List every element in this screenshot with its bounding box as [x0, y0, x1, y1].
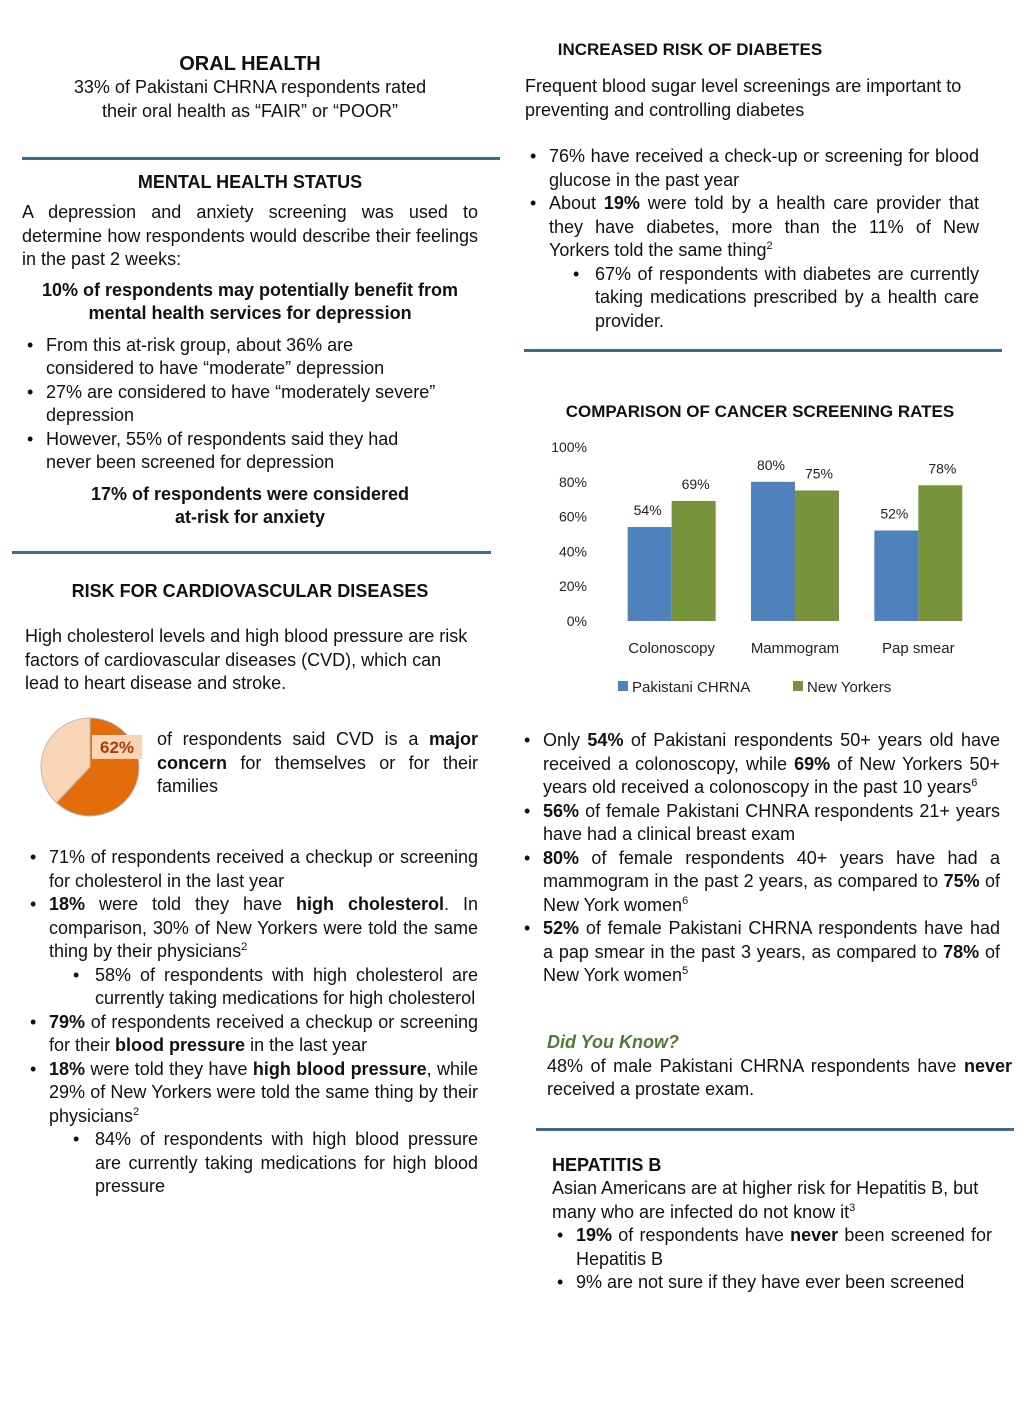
cancer-bullets [519, 729, 1000, 988]
mental-bullet: • 27% are considered to have “moderately severe” depression [22, 381, 478, 428]
x-tick-label: Colonoscopy [628, 640, 716, 657]
data-label: 52% [880, 505, 909, 522]
mental-highlight-anxiety-line-2: at-risk for anxiety [174, 507, 326, 527]
hepatitis-intro-text: Asian Americans are at higher risk for Hepatitis B, but many who are infected do not know it [552, 1178, 979, 1222]
diabetes-bullet [525, 192, 979, 263]
cvd-bullet: • 71% of respondents received a checkup or screening for cholesterol in the last year [25, 846, 478, 893]
cvd-sub-bullet: • 58% of respondents with high cholesterol are currently taking medications for high cholesterol [25, 964, 478, 1011]
cvd-bullet [25, 893, 478, 964]
mental-highlight-depression-line-2: mental health services for depression [88, 303, 412, 323]
bar [672, 501, 716, 621]
mental-health-title: MENTAL HEALTH STATUS [137, 172, 363, 192]
cancer-b4-pct: 52% [543, 918, 580, 938]
cancer-b4-b: of New York women [543, 941, 1000, 985]
cancer-b2-pct: 56% [543, 800, 580, 821]
bar [874, 531, 918, 621]
y-tick-label: 20% [558, 578, 587, 595]
cancer-b1-sup: 6 [971, 777, 978, 789]
cancer-b3-a: of female respondents 40+ years have had a mammogram in the past 2 years, as compared to [543, 847, 1000, 891]
cvd-b4-sup: 2 [133, 1105, 140, 1118]
diabetes-b2-a: About [549, 193, 604, 213]
y-tick-label: 60% [558, 508, 587, 525]
cvd-b2-bold: high cholesterol [296, 894, 444, 914]
cancer-b4-a: of female Pakistani CHRNA respondents have had a pap smear in the past 3 years, as compared to [543, 918, 1000, 962]
cancer-bullet [519, 729, 1000, 800]
y-tick-label: 100% [551, 439, 587, 455]
cancer-bar-chart [520, 430, 1000, 710]
legend-swatch [793, 681, 803, 691]
hepatitis-bullet [552, 1224, 992, 1271]
cvd-b3-pct: 79% [49, 1011, 86, 1032]
cvd-b3-b: in the last year [245, 1035, 368, 1055]
divider-mental [12, 551, 491, 554]
cancer-b3-pct2: 75% [943, 871, 980, 891]
diabetes-sub-bullet: • 67% of respondents with diabetes are currently taking medications prescribed by a health care provider. [525, 263, 979, 334]
diabetes-intro: Frequent blood sugar level screenings are important to preventing and controlling diabetes [525, 76, 962, 120]
hep-b1-bold: never [790, 1225, 839, 1245]
x-tick-label: Pap smear [882, 640, 955, 657]
oral-health-line-2: their oral health as “FAIR” or “POOR” [101, 100, 399, 121]
cvd-b2-a: were told they have [85, 894, 296, 914]
did-text-a: 48% of male Pakistani CHRNA respondents have [547, 1055, 964, 1076]
diabetes-b2-b: were told by a health care provider that they have diabetes, more than the 11% of New Yorkers told the same thing [549, 193, 979, 260]
mental-health-section [22, 170, 478, 530]
cvd-pie-chart [34, 716, 146, 818]
bar [918, 485, 962, 621]
cancer-bullet [519, 917, 1000, 988]
cancer-b1-b: of Pakistani respondents 50+ years old have received a colonoscopy, while [543, 730, 1000, 774]
cancer-b1-c: of New Yorkers 50+ years old received a colonoscopy in the past 10 years [543, 753, 1000, 797]
legend-label: Pakistani CHRNA [632, 679, 751, 696]
cvd-bullet [25, 1011, 478, 1058]
bar [751, 482, 795, 621]
cvd-b3-a: of respondents received a checkup or screening for their [49, 1011, 478, 1055]
did-you-know-title: Did You Know? [547, 1032, 679, 1052]
cvd-b2-pct: 18% [49, 894, 86, 914]
hep-b1-a: of respondents have [612, 1225, 791, 1245]
oral-health-section [20, 52, 480, 123]
hepatitis-bullets [552, 1224, 992, 1295]
mental-highlight-anxiety-line-1: 17% of respondents were considered [90, 483, 410, 504]
cancer-bullet [519, 847, 1000, 918]
x-tick-label: Mammogram [750, 640, 840, 657]
hepatitis-intro [552, 1177, 992, 1224]
hepatitis-title: HEPATITIS B [552, 1155, 662, 1175]
diabetes-bullets [525, 145, 979, 333]
divider-cancer [536, 1128, 1014, 1131]
cvd-intro: High cholesterol levels and high blood pressure are risk factors of cardiovascular diseases (CVD), which can lead to heart disease and stroke. [25, 626, 468, 693]
cvd-b4-a: were told they have [85, 1058, 253, 1079]
diabetes-b2-sup: 2 [766, 240, 773, 252]
did-text-b: received a prostate exam. [547, 1079, 755, 1099]
cvd-sub-bullet: • 84% of respondents with high blood pressure are currently taking medications for high blood pressure [25, 1128, 478, 1199]
data-label: 75% [804, 465, 834, 482]
oral-health-line-1: 33% of Pakistani CHRNA respondents rated [73, 77, 427, 97]
y-tick-label: 40% [558, 543, 587, 560]
cvd-b3-bold: blood pressure [115, 1035, 246, 1055]
pie-label: 62% [99, 738, 135, 757]
did-you-know [547, 1031, 1012, 1102]
cancer-b1-a: Only [543, 730, 588, 750]
mental-highlight-anxiety [22, 483, 478, 530]
did-you-know-text [547, 1055, 1012, 1102]
data-label: 54% [633, 502, 662, 519]
data-label: 78% [928, 460, 957, 477]
cancer-b4-pct2: 78% [943, 941, 980, 962]
cvd-pie-text [157, 728, 478, 799]
cancer-b3-b: of New York women [543, 871, 1001, 915]
mental-bullet: • However, 55% of respondents said they had never been screened for depression [22, 428, 478, 475]
cvd-pie-text-a: of respondents said CVD is a [157, 729, 429, 749]
cvd-pie-text-bold: major concern [157, 729, 478, 773]
mental-health-intro: A depression and anxiety screening was used to determine how respondents would describe their feelings in the past 2 weeks: [22, 202, 478, 269]
cancer-b2-a: of female Pakistani CHNRA respondents 21+ years have had a clinical breast exam [543, 800, 1000, 844]
y-tick-label: 0% [566, 613, 587, 629]
cancer-b1-pct2: 69% [794, 753, 831, 774]
bar [795, 491, 839, 622]
divider-diabetes [524, 349, 1002, 352]
mental-highlight-depression-line-1: 10% of respondents may potentially benefit from [41, 279, 459, 300]
hep-b1-b: been screened for Hepatitis B [576, 1225, 992, 1269]
cvd-pie-text-c: for themselves or for their families [157, 752, 478, 796]
cvd-b2-b: . In comparison, 30% of New Yorkers were told the same thing by their physicians [49, 894, 478, 961]
cancer-title: COMPARISON OF CANCER SCREENING RATES [565, 402, 955, 421]
data-label: 80% [756, 456, 786, 473]
diabetes-title: INCREASED RISK OF DIABETES [557, 40, 823, 59]
mental-bullet: • From this at-risk group, about 36% are considered to have “moderate” depression [22, 334, 478, 381]
hep-b1-pct: 19% [576, 1225, 613, 1245]
divider-oral [22, 157, 500, 160]
hepatitis-intro-sup: 3 [849, 1201, 856, 1214]
mental-bullets [22, 334, 478, 475]
hepatitis-section [552, 1153, 992, 1295]
legend-label: New Yorkers [807, 679, 892, 696]
cvd-b4-pct: 18% [49, 1058, 86, 1079]
cancer-b3-pct: 80% [543, 847, 580, 868]
cvd-b2-sup: 2 [241, 941, 248, 953]
diabetes-bullet: • 76% have received a check-up or screening for blood glucose in the past year [525, 145, 979, 192]
y-tick-label: 80% [558, 473, 587, 490]
cvd-b4-b: , while 29% of New Yorkers were told the same thing by their physicians [49, 1058, 478, 1126]
did-text-bold: never [963, 1055, 1012, 1076]
cancer-b3-sup: 6 [682, 894, 689, 907]
data-label: 69% [681, 475, 710, 492]
cvd-bullet [25, 1058, 478, 1129]
mental-highlight-depression [22, 279, 478, 326]
cancer-b4-sup: 5 [682, 965, 689, 977]
bar [628, 527, 672, 621]
cancer-b1-pct: 54% [587, 730, 624, 750]
diabetes-b2-pct: 19% [603, 193, 640, 213]
cvd-b4-bold: high blood pressure [252, 1058, 427, 1079]
oral-health-title: ORAL HEALTH [179, 53, 321, 75]
cvd-title: RISK FOR CARDIOVASCULAR DISEASES [71, 581, 429, 601]
legend-swatch [618, 681, 628, 691]
cancer-bullet [519, 800, 1000, 847]
cvd-bullets [25, 846, 478, 1199]
hepatitis-bullet: • 9% are not sure if they have ever been screened [552, 1271, 992, 1295]
